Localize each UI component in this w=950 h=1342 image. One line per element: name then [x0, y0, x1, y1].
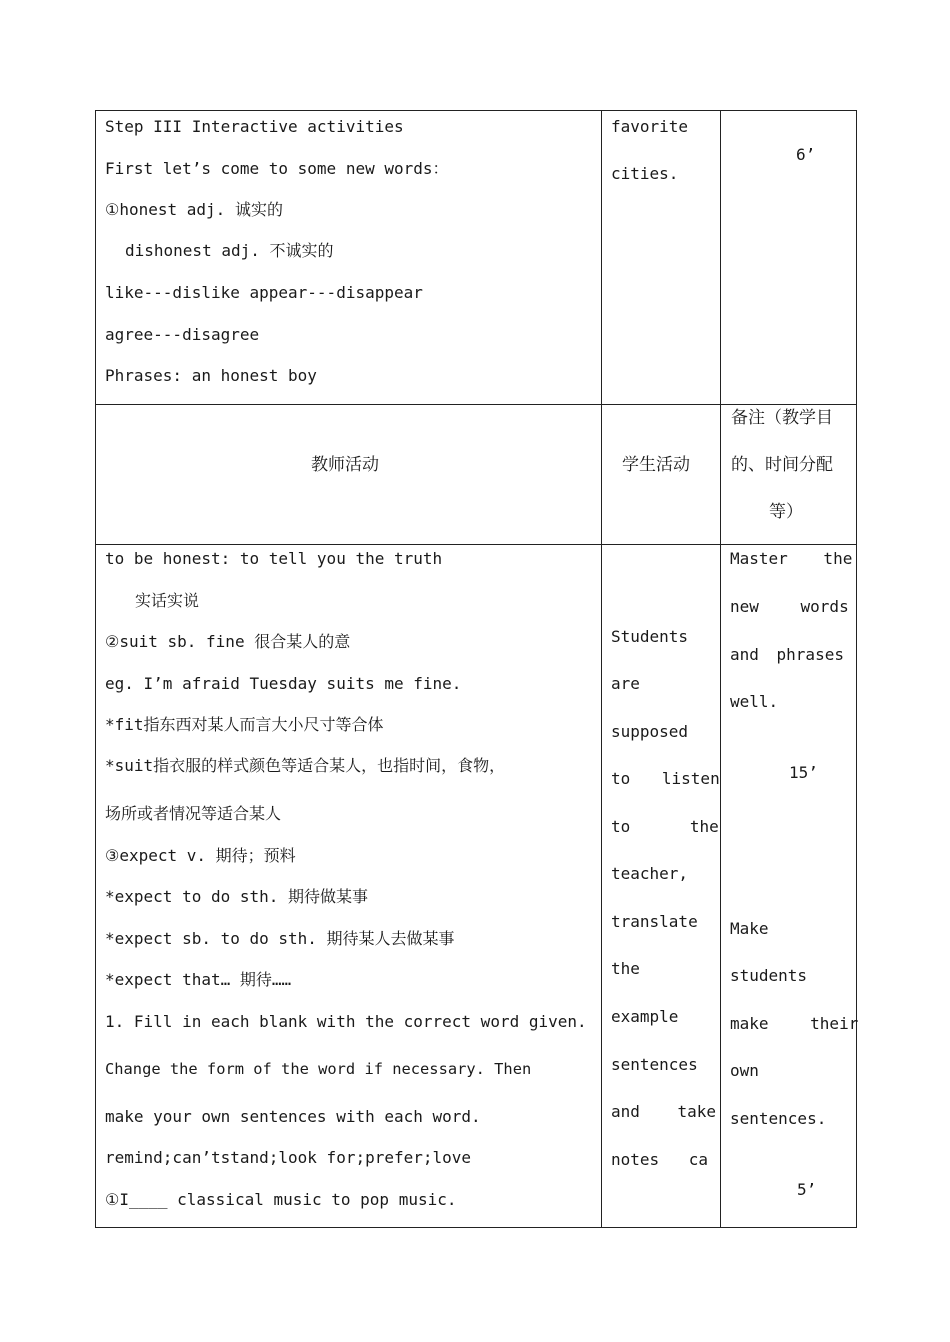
- vocab-honest: ①honest adj. 诚实的: [105, 200, 283, 219]
- teacher-line: 实话实说: [135, 591, 200, 610]
- student-word: supposed: [611, 722, 689, 741]
- intro-line: First let’s come to some new words：: [105, 159, 449, 178]
- header-notes-line: 等）: [769, 502, 803, 522]
- header-student-activity: 学生活动: [622, 455, 690, 475]
- header-notes-line: 备注（教学目: [731, 408, 833, 428]
- teacher-line: *expect to do sth. 期待做某事: [105, 887, 369, 906]
- exercise-instruction-line: Change the form of the word if necessary. Then: [105, 1060, 532, 1078]
- student-text-line: cities.: [611, 164, 679, 183]
- exercise-item-1: ①I____ classical music to pop music.: [105, 1190, 457, 1209]
- step-heading: Step III Interactive activities: [105, 117, 404, 136]
- vocab-pairs-2: agree---disagree: [105, 325, 260, 344]
- note-line: make their: [730, 1014, 859, 1033]
- time-allocation: 5’: [797, 1180, 817, 1199]
- student-word: to listen: [611, 769, 720, 788]
- row1-time: 6’: [796, 145, 816, 164]
- student-word: notes ca: [611, 1150, 709, 1169]
- vocab-dishonest: dishonest adj. 不诚实的: [125, 241, 334, 260]
- teacher-line: 场所或者情况等适合某人: [105, 804, 282, 823]
- row-divider-1: [96, 404, 856, 405]
- teacher-line: to be honest: to tell you the truth: [105, 549, 443, 568]
- student-text-line: favorite: [611, 117, 689, 136]
- header-teacher-activity: 教师活动: [311, 455, 379, 475]
- teacher-line: ③expect v. 期待；预料: [105, 846, 296, 865]
- student-word: and take: [611, 1102, 717, 1121]
- note-line: students: [730, 966, 808, 985]
- student-word: are: [611, 674, 640, 693]
- student-word: the: [611, 959, 640, 978]
- teacher-line: ②suit sb. fine 很合某人的意: [105, 632, 351, 651]
- lesson-plan-table: [95, 110, 857, 1228]
- teacher-line: *expect that… 期待……: [105, 970, 292, 989]
- exercise-instruction-line: make your own sentences with each word.: [105, 1107, 481, 1126]
- note-line: new words: [730, 597, 849, 616]
- word-bank: remind;can’tstand;look for;prefer;love: [105, 1148, 472, 1167]
- teacher-line: *suit指衣服的样式颜色等适合某人，也指时间，食物，: [105, 756, 506, 775]
- exercise-instruction-line: 1. Fill in each blank with the correct word given.: [105, 1012, 587, 1031]
- student-word: sentences: [611, 1055, 698, 1074]
- student-word: teacher,: [611, 864, 689, 883]
- teacher-line: *fit指东西对某人而言大小尺寸等合体: [105, 715, 384, 734]
- student-word: example: [611, 1007, 679, 1026]
- note-line: and phrases: [730, 645, 844, 664]
- student-word: to the: [611, 817, 719, 836]
- note-line: own: [730, 1061, 759, 1080]
- time-allocation: 15’: [789, 763, 818, 782]
- note-line: Make: [730, 919, 769, 938]
- student-word: translate: [611, 912, 698, 931]
- note-line: sentences.: [730, 1109, 827, 1128]
- column-divider-1: [601, 111, 602, 1227]
- note-line: well.: [730, 692, 779, 711]
- vocab-pairs-1: like---dislike appear---disappear: [105, 283, 423, 302]
- teacher-line: eg. I’m afraid Tuesday suits me fine.: [105, 674, 462, 693]
- row-divider-2: [96, 544, 856, 545]
- header-notes-line: 的、时间分配: [731, 455, 833, 475]
- phrases-line: Phrases: an honest boy: [105, 366, 317, 385]
- column-divider-2: [720, 111, 721, 1227]
- student-word: Students: [611, 627, 689, 646]
- note-line: Master the: [730, 549, 853, 568]
- teacher-line: *expect sb. to do sth. 期待某人去做某事: [105, 929, 455, 948]
